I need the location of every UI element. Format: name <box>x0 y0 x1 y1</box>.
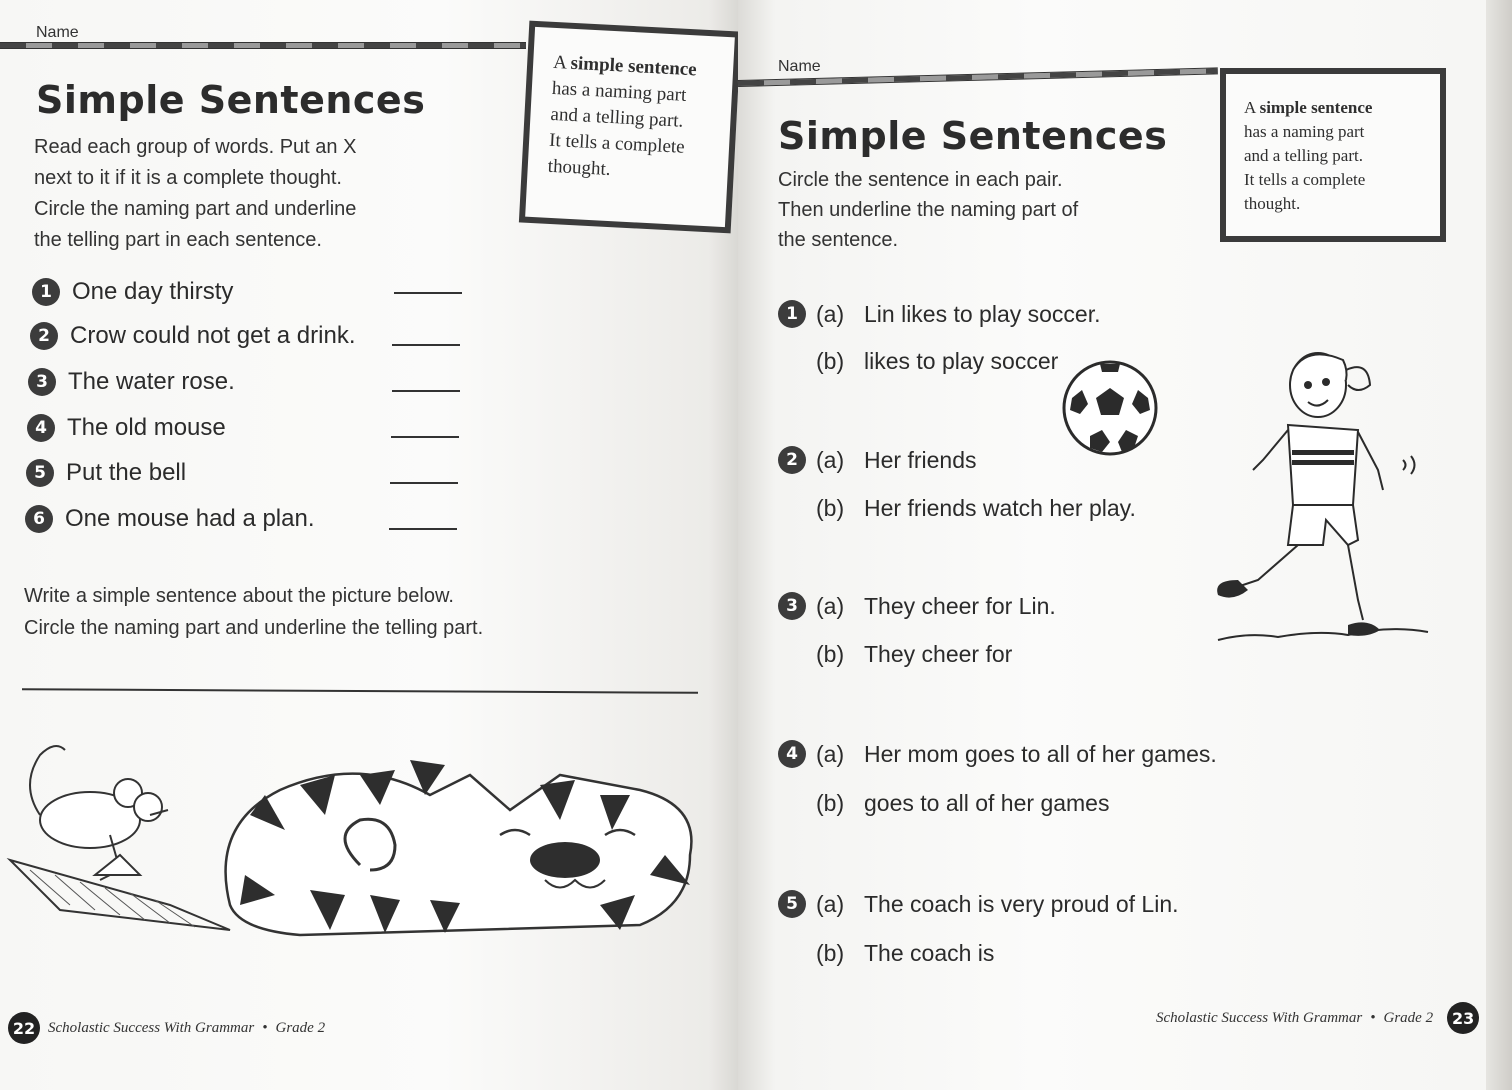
option-text: likes to play soccer <box>864 348 1059 374</box>
page-title: Simple Sentences <box>36 78 426 122</box>
instructions <box>34 132 504 256</box>
option-label: (b) <box>816 940 845 966</box>
item-text: Crow could not get a drink. <box>70 322 356 349</box>
page-title: Simple Sentences <box>778 114 1168 158</box>
list-item <box>28 368 235 396</box>
item-text: One day thirsty <box>72 278 234 305</box>
list-item <box>30 322 355 350</box>
instruction-line: next to it if it is a complete thought. <box>34 167 342 189</box>
grade-label: Grade 2 <box>1383 1009 1434 1026</box>
pair-row-b[interactable] <box>816 348 1058 375</box>
option-label: (b) <box>816 495 845 521</box>
option-label: (a) <box>816 446 845 473</box>
option-text: Her friends watch her play. <box>864 495 1136 521</box>
answer-blank[interactable] <box>392 390 460 392</box>
definition-callout <box>519 21 741 234</box>
page-footer <box>1156 1002 1479 1034</box>
list-item <box>26 459 186 487</box>
callout-line: has a naming part <box>551 77 687 106</box>
callout-line: thought. <box>1244 194 1301 213</box>
pair-row-b[interactable] <box>816 940 994 967</box>
callout-term: simple sentence <box>570 52 698 81</box>
writing-line[interactable] <box>22 688 698 694</box>
book-title: Scholastic Success With Grammar <box>48 1019 255 1036</box>
callout-line: has a naming part <box>1244 122 1365 141</box>
answer-blank[interactable] <box>390 482 458 484</box>
callout-prefix: A <box>552 51 567 74</box>
instruction-line: the sentence. <box>778 229 899 251</box>
option-text: The coach is very proud of Lin. <box>864 890 1179 917</box>
page-edge <box>1486 0 1512 1090</box>
callout-line: and a telling part. <box>550 103 684 132</box>
option-text: Her friends <box>864 446 977 473</box>
callout-term: simple sentence <box>1259 98 1373 117</box>
page-footer <box>8 1012 325 1044</box>
pair-row-a[interactable] <box>778 592 1056 620</box>
girl-kicking-illustration <box>1208 340 1438 660</box>
callout-line: It tells a complete <box>548 129 686 158</box>
name-label: Name <box>36 24 79 41</box>
option-label: (b) <box>816 641 845 667</box>
instruction-line: Then underline the naming part of <box>778 199 1079 221</box>
answer-blank[interactable] <box>389 528 457 530</box>
option-label: (b) <box>816 790 845 816</box>
option-text: Lin likes to play soccer. <box>864 300 1101 327</box>
instruction-line: the telling part in each sentence. <box>34 229 322 251</box>
page-number: 23 <box>1447 1002 1479 1034</box>
footer-bullet: • <box>262 1019 268 1036</box>
item-number: 1 <box>32 278 60 306</box>
option-label: (a) <box>816 890 845 917</box>
item-number: 4 <box>27 414 55 442</box>
answer-blank[interactable] <box>394 292 462 294</box>
option-label: (b) <box>816 348 845 374</box>
name-label: Name <box>778 58 821 75</box>
item-number: 2 <box>30 322 58 350</box>
option-text: They cheer for Lin. <box>864 592 1056 619</box>
page-number: 22 <box>8 1012 40 1044</box>
callout-line: thought. <box>547 155 612 181</box>
right-page <box>738 0 1486 1090</box>
answer-blank[interactable] <box>392 344 460 346</box>
callout-prefix: A <box>1244 98 1256 117</box>
callout-line: and a telling part. <box>1244 146 1363 165</box>
instruction-line: Write a simple sentence about the picture below. <box>24 585 454 607</box>
option-text: The coach is <box>864 940 995 966</box>
item-number: 6 <box>25 505 53 533</box>
instruction-line: Circle the sentence in each pair. <box>778 169 1063 191</box>
name-rule <box>0 42 526 49</box>
instruction-line: Circle the naming part and underline <box>34 198 357 220</box>
pair-row-a[interactable] <box>778 890 1179 918</box>
answer-blank[interactable] <box>391 436 459 438</box>
list-item <box>27 414 226 442</box>
pair-row-a[interactable] <box>778 300 1101 328</box>
instruction-line: Read each group of words. Put an X <box>34 136 357 158</box>
pair-row-a[interactable] <box>778 740 1217 768</box>
item-text: One mouse had a plan. <box>65 505 315 532</box>
mouse-and-cat-illustration <box>0 735 700 945</box>
soccer-ball-illustration <box>1060 358 1160 458</box>
callout-line: It tells a complete <box>1244 170 1366 189</box>
option-text: goes to all of her games <box>864 790 1110 816</box>
list-item <box>32 278 233 306</box>
left-page <box>0 0 738 1090</box>
footer-bullet: • <box>1370 1009 1376 1026</box>
item-text: The water rose. <box>68 368 235 395</box>
pair-row-b[interactable] <box>816 641 1012 668</box>
option-label: (a) <box>816 300 845 327</box>
pair-number: 4 <box>778 740 806 768</box>
item-number: 5 <box>26 459 54 487</box>
write-instructions <box>24 580 624 644</box>
instruction-line: Circle the naming part and underline the telling part. <box>24 617 484 639</box>
option-text: Her mom goes to all of her games. <box>864 740 1217 767</box>
pair-number: 3 <box>778 592 806 620</box>
pair-row-a[interactable] <box>778 446 976 474</box>
pair-number: 2 <box>778 446 806 474</box>
option-text: They cheer for <box>864 641 1013 667</box>
pair-number: 1 <box>778 300 806 328</box>
item-text: The old mouse <box>67 414 226 441</box>
option-label: (a) <box>816 740 845 767</box>
definition-callout <box>1220 68 1446 242</box>
pair-row-b[interactable] <box>816 790 1109 817</box>
option-label: (a) <box>816 592 845 619</box>
grade-label: Grade 2 <box>275 1019 326 1036</box>
book-title: Scholastic Success With Grammar <box>1156 1009 1363 1026</box>
instructions <box>778 165 1218 255</box>
pair-row-b[interactable] <box>816 495 1136 522</box>
list-item <box>25 505 315 533</box>
item-text: Put the bell <box>66 459 187 486</box>
pair-number: 5 <box>778 890 806 918</box>
item-number: 3 <box>28 368 56 396</box>
